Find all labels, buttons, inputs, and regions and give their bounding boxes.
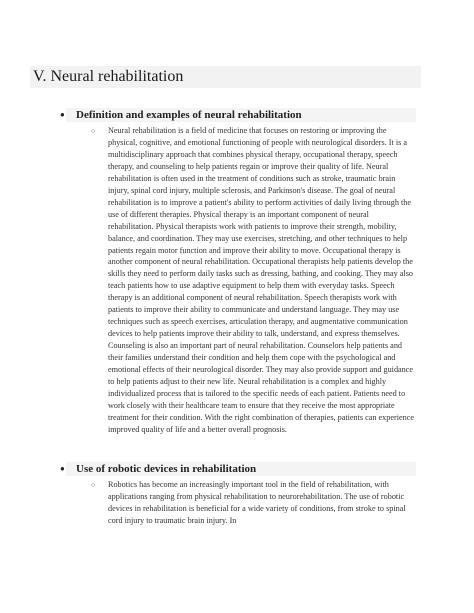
item-heading: Use of robotic devices in rehabilitation <box>76 463 257 475</box>
sub-item <box>91 125 416 436</box>
hollow-bullet-icon: ○ <box>91 127 96 135</box>
bullet-icon: ● <box>60 110 65 119</box>
item-heading-row <box>60 108 416 122</box>
bullet-icon: ● <box>60 464 65 473</box>
list-item <box>60 108 416 436</box>
item-heading-row <box>60 462 416 476</box>
list-item <box>60 462 416 527</box>
item-paragraph: Robotics has become an increasingly important tool in the field of rehabilitation, with applications ranging from physical rehabilitation to neurorehabilitation. The use of robotic devices in rehabilitation is beneficial for a wide variety of conditions, from stroke to spinal cord injury to traumatic brain injury. In <box>108 480 406 525</box>
sub-item <box>91 479 416 527</box>
item-paragraph: Neural rehabilitation is a field of medicine that focuses on restoring or improving the physical, cognitive, and emotional functioning of people with neurological disorders. It is a multidisciplinary approach that combines physical therapy, occupational therapy, speech therapy, and counseling to help patients regain or improve their quality of life. Neural rehabilitation is often used in the treatment of conditions such as stroke, traumatic brain injury, spinal cord injury, multiple sclerosis, and Parkinson's disease. The goal of neural rehabilitation is to improve a patient's ability to perform activities of daily living through the use of different therapies. Physical therapy is an important component of neural rehabilitation. Physical therapists work with patients to improve their strength, mobility, balance, and coordination. They may use exercises, stretching, and other techniques to help patients regain motor function and improve their ability to move. Occupational therapy is another component of neural rehabilitation. Occupational therapists help patients develop the skills they need to perform daily tasks such as dressing, bathing, and cooking. They may also teach patients how to use adaptive equipment to help them with everyday tasks. Speech therapy is an additional component of neural rehabilitation. Speech therapists work with patients to improve their ability to communicate and understand language. They may use techniques such as speech exercises, articulation therapy, and augmentative communication devices to help patients improve their ability to talk, understand, and express themselves. Counseling is also an important part of neural rehabilitation. Counselors help patients and their families understand their condition and help them cope with the psychological and emotional effects of their neurological disorder. They may also provide support and guidance to help patients adjust to their new life. Neural rehabilitation is a complex and highly individualized process that is tailored to the specific needs of each patient. Patients need to work closely with their healthcare team to ensure that they receive the most appropriate treatment for their condition. With the right combination of therapies, patients can experience improved quality of life and a better overall prognosis. <box>108 126 414 434</box>
hollow-bullet-icon: ○ <box>91 481 96 489</box>
item-heading: Definition and examples of neural rehabilitation <box>76 109 302 121</box>
section-title: V. Neural rehabilitation <box>30 66 421 88</box>
